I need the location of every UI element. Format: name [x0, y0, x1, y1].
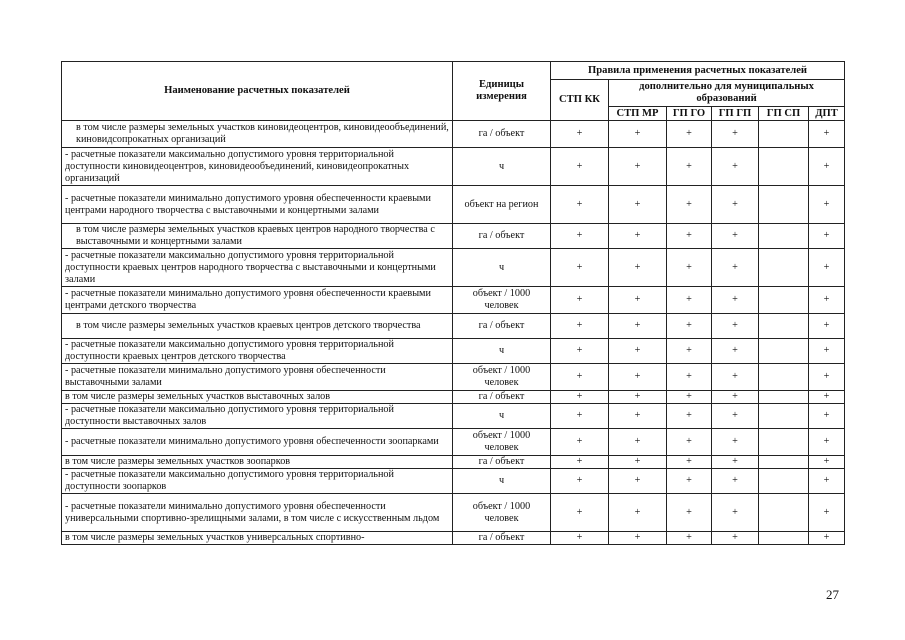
header-extra: дополнительно для муниципальных образований: [609, 80, 845, 107]
indicator-unit: ч: [453, 339, 551, 364]
indicator-unit: га / объект: [453, 391, 551, 404]
applicability-mark: +: [667, 121, 712, 148]
applicability-mark: +: [667, 404, 712, 429]
applicability-mark: [759, 287, 809, 314]
applicability-mark: +: [551, 532, 609, 545]
table-row: [62, 224, 845, 249]
header-stp-kk: СТП КК: [551, 80, 609, 121]
applicability-mark: +: [609, 429, 667, 456]
header-gp-go: ГП ГО: [667, 107, 712, 121]
indicator-unit: ч: [453, 469, 551, 494]
applicability-mark: [759, 494, 809, 532]
indicator-name: в том числе размеры земельных участков зоопарков: [62, 456, 453, 469]
indicator-name: - расчетные показатели минимально допустимого уровня обеспеченности зоопарками: [62, 429, 453, 456]
indicator-name: в том числе размеры земельных участков выставочных залов: [62, 391, 453, 404]
applicability-mark: [759, 148, 809, 186]
applicability-mark: +: [667, 429, 712, 456]
page-number: 27: [826, 587, 839, 602]
applicability-mark: +: [609, 364, 667, 391]
applicability-mark: [759, 469, 809, 494]
table-body: [62, 121, 845, 545]
applicability-mark: +: [712, 148, 759, 186]
indicator-name: в том числе размеры земельных участков краевых центров детского творчества: [62, 314, 453, 339]
applicability-mark: +: [609, 456, 667, 469]
applicability-mark: [759, 364, 809, 391]
applicability-mark: +: [667, 339, 712, 364]
header-gp-gp: ГП ГП: [712, 107, 759, 121]
applicability-mark: +: [809, 391, 845, 404]
applicability-mark: +: [551, 287, 609, 314]
applicability-mark: +: [809, 404, 845, 429]
applicability-mark: +: [551, 186, 609, 224]
indicator-name: - расчетные показатели минимально допустимого уровня обеспеченности краевыми центрами детского творчества: [62, 287, 453, 314]
applicability-mark: +: [551, 469, 609, 494]
applicability-mark: +: [712, 314, 759, 339]
applicability-mark: [759, 456, 809, 469]
indicator-unit: га / объект: [453, 314, 551, 339]
applicability-mark: +: [809, 186, 845, 224]
applicability-mark: +: [667, 224, 712, 249]
table-row: [62, 494, 845, 532]
table-row: [62, 314, 845, 339]
indicator-name: - расчетные показатели максимально допустимого уровня территориальной доступности краевых центров народного творчества с выставочными и концертными залами: [62, 249, 453, 287]
applicability-mark: [759, 314, 809, 339]
applicability-mark: +: [712, 494, 759, 532]
applicability-mark: +: [712, 391, 759, 404]
applicability-mark: +: [809, 494, 845, 532]
applicability-mark: +: [551, 314, 609, 339]
table-row: [62, 391, 845, 404]
applicability-mark: +: [809, 429, 845, 456]
applicability-mark: +: [809, 364, 845, 391]
header-dpt: ДПТ: [809, 107, 845, 121]
applicability-mark: +: [712, 532, 759, 545]
applicability-mark: +: [712, 339, 759, 364]
applicability-mark: +: [712, 404, 759, 429]
applicability-mark: +: [809, 339, 845, 364]
applicability-mark: +: [609, 121, 667, 148]
applicability-mark: +: [809, 456, 845, 469]
indicator-name: - расчетные показатели минимально допустимого уровня обеспеченности краевыми центрами народного творчества с выставочными и концертными залами: [62, 186, 453, 224]
applicability-mark: [759, 404, 809, 429]
applicability-mark: +: [712, 456, 759, 469]
applicability-mark: +: [551, 429, 609, 456]
table-row: [62, 186, 845, 224]
applicability-mark: +: [609, 148, 667, 186]
indicator-name: в том числе размеры земельных участков универсальных спортивно-: [62, 532, 453, 545]
indicator-unit: ч: [453, 404, 551, 429]
applicability-mark: [759, 532, 809, 545]
applicability-mark: +: [809, 224, 845, 249]
applicability-mark: [759, 249, 809, 287]
applicability-mark: [759, 224, 809, 249]
header-rules: Правила применения расчетных показателей: [551, 62, 845, 80]
applicability-mark: +: [667, 287, 712, 314]
applicability-mark: +: [609, 469, 667, 494]
applicability-mark: +: [551, 249, 609, 287]
applicability-mark: +: [609, 532, 667, 545]
applicability-mark: +: [609, 494, 667, 532]
applicability-mark: +: [667, 532, 712, 545]
applicability-mark: +: [667, 186, 712, 224]
indicator-name: в том числе размеры земельных участков краевых центров народного творчества с выставочными и концертными залами: [62, 224, 453, 249]
applicability-mark: +: [551, 121, 609, 148]
table-row: [62, 249, 845, 287]
indicator-unit: га / объект: [453, 121, 551, 148]
applicability-mark: +: [609, 249, 667, 287]
indicator-name: - расчетные показатели минимально допустимого уровня обеспеченности выставочными залами: [62, 364, 453, 391]
applicability-mark: +: [712, 224, 759, 249]
indicator-unit: га / объект: [453, 456, 551, 469]
indicator-name: - расчетные показатели максимально допустимого уровня территориальной доступности зоопарков: [62, 469, 453, 494]
table-row: [62, 148, 845, 186]
applicability-mark: +: [809, 287, 845, 314]
applicability-mark: +: [551, 364, 609, 391]
header-gp-sp: ГП СП: [759, 107, 809, 121]
table-row: [62, 532, 845, 545]
indicator-unit: ч: [453, 249, 551, 287]
applicability-mark: +: [667, 494, 712, 532]
applicability-mark: +: [609, 404, 667, 429]
table-row: [62, 121, 845, 148]
applicability-mark: +: [609, 314, 667, 339]
applicability-mark: +: [712, 249, 759, 287]
applicability-mark: [759, 186, 809, 224]
indicator-name: - расчетные показатели минимально допустимого уровня обеспеченности универсальными спортивно-зрелищными залами, в том числе с искусственным льдом: [62, 494, 453, 532]
applicability-mark: +: [712, 287, 759, 314]
indicator-unit: ч: [453, 148, 551, 186]
applicability-mark: +: [712, 364, 759, 391]
table-row: [62, 404, 845, 429]
applicability-mark: +: [609, 224, 667, 249]
applicability-mark: [759, 339, 809, 364]
applicability-mark: +: [809, 314, 845, 339]
applicability-mark: +: [667, 469, 712, 494]
indicator-name: - расчетные показатели максимально допустимого уровня территориальной доступности краевых центров детского творчества: [62, 339, 453, 364]
applicability-mark: +: [809, 532, 845, 545]
applicability-mark: +: [712, 429, 759, 456]
applicability-mark: +: [712, 469, 759, 494]
applicability-mark: +: [667, 314, 712, 339]
indicator-name: - расчетные показатели максимально допустимого уровня территориальной доступности киновидеоцентров, киновидеообъединений, киновидеопрокатных организаций: [62, 148, 453, 186]
header-name: Наименование расчетных показателей: [62, 62, 453, 121]
table-row: [62, 339, 845, 364]
indicator-unit: га / объект: [453, 532, 551, 545]
applicability-mark: +: [609, 186, 667, 224]
indicator-unit: га / объект: [453, 224, 551, 249]
indicator-name: в том числе размеры земельных участков киновидеоцентров, киновидеообъединений, киновидсопрокатных организаций: [62, 121, 453, 148]
applicability-mark: +: [809, 121, 845, 148]
applicability-mark: +: [667, 364, 712, 391]
applicability-mark: +: [551, 404, 609, 429]
indicator-unit: объект / 1000 человек: [453, 364, 551, 391]
applicability-mark: [759, 121, 809, 148]
table-row: [62, 429, 845, 456]
table-row: [62, 287, 845, 314]
applicability-mark: +: [551, 224, 609, 249]
applicability-mark: +: [712, 121, 759, 148]
applicability-mark: +: [667, 391, 712, 404]
indicators-table: [61, 61, 845, 545]
applicability-mark: +: [667, 249, 712, 287]
applicability-mark: +: [712, 186, 759, 224]
applicability-mark: +: [609, 287, 667, 314]
applicability-mark: +: [667, 456, 712, 469]
indicator-unit: объект / 1000 человек: [453, 287, 551, 314]
applicability-mark: +: [809, 148, 845, 186]
applicability-mark: +: [809, 469, 845, 494]
table-row: [62, 469, 845, 494]
table-row: [62, 364, 845, 391]
header-stp-mr: СТП МР: [609, 107, 667, 121]
applicability-mark: [759, 429, 809, 456]
indicator-unit: объект / 1000 человек: [453, 429, 551, 456]
table-row: [62, 456, 845, 469]
applicability-mark: +: [609, 339, 667, 364]
applicability-mark: +: [551, 339, 609, 364]
applicability-mark: +: [551, 148, 609, 186]
applicability-mark: +: [609, 391, 667, 404]
applicability-mark: +: [551, 494, 609, 532]
indicator-unit: объект / 1000 человек: [453, 494, 551, 532]
indicator-name: - расчетные показатели максимально допустимого уровня территориальной доступности выставочных залов: [62, 404, 453, 429]
applicability-mark: +: [551, 456, 609, 469]
header-units: Единицы измерения: [453, 62, 551, 121]
applicability-mark: +: [551, 391, 609, 404]
indicator-unit: объект на регион: [453, 186, 551, 224]
applicability-mark: +: [809, 249, 845, 287]
applicability-mark: [759, 391, 809, 404]
applicability-mark: +: [667, 148, 712, 186]
